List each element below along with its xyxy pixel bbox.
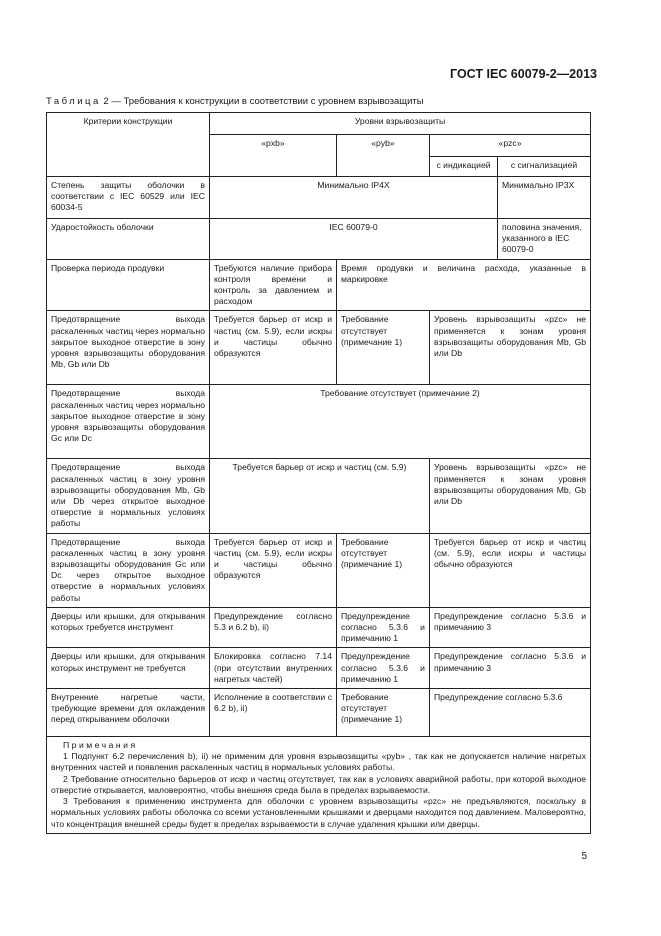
table-row [47,607,591,648]
row-value: Требование отсутствует (примечание 1) [337,311,430,385]
row-value: Предупреждение согласно 5.3 и 6.2 b), ii) [210,607,337,648]
header-levels: Уровни взрывозащиты [210,113,591,135]
row-value: Исполнение в соответствии с 6.2 b), ii) [210,689,337,737]
row-criteria: Ударостойкость оболочки [47,219,210,260]
row-value: Требование отсутствует (примечание 2) [210,385,591,459]
row-value: Предупреждение согласно 5.3.6 и примечанию 3 [430,648,591,689]
table-row [47,459,591,533]
row-criteria: Предотвращение выхода раскаленных частиц через нормально закрытое выходное отверстие в зону уровня взрывозащиты оборудования Gc или Dc [47,385,210,459]
row-value: Требуется барьер от искр и частиц (см. 5.9), если искры и частицы обычно образуются [210,311,337,385]
table-row [47,177,591,219]
row-value: Минимально IP3X [498,177,591,219]
table-row [47,311,591,385]
page-number: 5 [581,851,587,862]
row-value: Требуется барьер от искр и частиц (см. 5.9), если искры и частицы обычно образуются [210,533,337,607]
header-pzc-indication: с индикацией [430,157,498,177]
row-criteria: Дверцы или крышки, для открывания которых инструмент не требуется [47,648,210,689]
row-criteria: Предотвращение выхода раскаленных частиц в зону уровня взрывозащиты оборудования Mb, Gb или Db через открытое выходное отверстие в нормальных условиях работы [47,459,210,533]
table-row [47,259,591,311]
table-header-row [47,113,591,135]
row-value: Уровень взрывозащиты «pzc» не применяется к зонам уровня взрывозащиты оборудования Mb, Gb или Db [430,459,591,533]
table-row [47,533,591,607]
row-value: Уровень взрывозащиты «pzc» не применяется к зонам уровня взрывозащиты оборудования Mb, Gb или Db [430,311,591,385]
header-pxb: «pxb» [210,135,337,177]
header-pzc: «pzc» [430,135,591,157]
table-row [47,385,591,459]
row-value: Предупреждение согласно 5.3.6 и примечанию 1 [337,607,430,648]
row-value: Требуется барьер от искр и частиц (см. 5.9), если искры и частицы обычно образуются [430,533,591,607]
table-caption-label: Таблица [46,96,101,107]
row-value: IEC 60079-0 [210,219,498,260]
note-item: 2 Требование относительно барьеров от искр и частиц отсутствует, так как в условиях аварийной работы, при которой выходное отверстие открывается, маловероятно, чтобы внешняя среда была в пределах взрываемости. [51,773,587,795]
notes-title: Примечания [63,740,138,751]
design-requirements-table [46,112,591,834]
notes-row [47,737,591,834]
table-caption-text: 2 — Требования к конструкции в соответствии с уровнем взрывозащиты [103,96,424,107]
row-criteria: Предотвращение выхода раскаленных частиц через нормально закрытое выходное отверстие в зону уровня взрывозащиты оборудования Mb, Gb или Db [47,311,210,385]
row-value: половина значения, указанного в IEC 60079-0 [498,219,591,260]
row-criteria: Дверцы или крышки, для открывания которых требуется инструмент [47,607,210,648]
header-criteria: Критерии конструкции [47,113,210,177]
header-pyb: «pyb» [337,135,430,177]
row-value: Требуется барьер от искр и частиц (см. 5.9) [210,459,430,533]
note-item: 3 Требования к применению инструмента для оболочки с уровнем взрывозащиты «pzc» не предъявляются, поскольку в нормальных условиях работы оболочка со всеми установленными крышками и дверцами находится под давлением. Маловероятно, что концентрация внешней среды будет в пределах взрываемости в случае удаления крышки или дверцы. [51,796,587,829]
row-value: Минимально IP4X [210,177,498,219]
document-header: ГОСТ IEC 60079-2—2013 [450,67,597,81]
note-item: 1 Подпункт 6.2 перечисления b), ii) не применим для уровня взрывозащиты «pyb» , так как не допускается наличие нагретых внутренних частей и появления раскаленных частиц в нормальных условиях работы. [51,751,587,773]
row-value: Требование отсутствует (примечание 1) [337,689,430,737]
table-row [47,648,591,689]
row-value: Требование отсутствует (примечание 1) [337,533,430,607]
table-row [47,219,591,260]
table-row [47,689,591,737]
header-pzc-signal: с сигнализацией [498,157,591,177]
row-value: Время продувки и величина расхода, указанные в маркировке [337,259,591,311]
row-value: Предупреждение согласно 5.3.6 и примечанию 3 [430,607,591,648]
row-criteria: Предотвращение выхода раскаленных частиц в зону уровня взрывозащиты оборудования Gc или Dc через открытое выходное отверстие в нормальных условиях работы [47,533,210,607]
row-criteria: Внутренние нагретые части, требующие времени для охлаждения перед открыванием оболочки [47,689,210,737]
row-value: Требуются наличие прибора контроля времени и контроль за давлением и расходом [210,259,337,311]
notes-cell [47,737,591,834]
row-value: Предупреждение согласно 5.3.6 [430,689,591,737]
row-criteria: Проверка периода продувки [47,259,210,311]
row-value: Предупреждение согласно 5.3.6 и примечанию 1 [337,648,430,689]
table-caption [46,96,424,107]
row-value: Блокировка согласно 7.14 (при отсутствии внутренних нагретых частей) [210,648,337,689]
row-criteria: Степень защиты оболочки в соответствии с IEC 60529 или IEC 60034-5 [47,177,210,219]
